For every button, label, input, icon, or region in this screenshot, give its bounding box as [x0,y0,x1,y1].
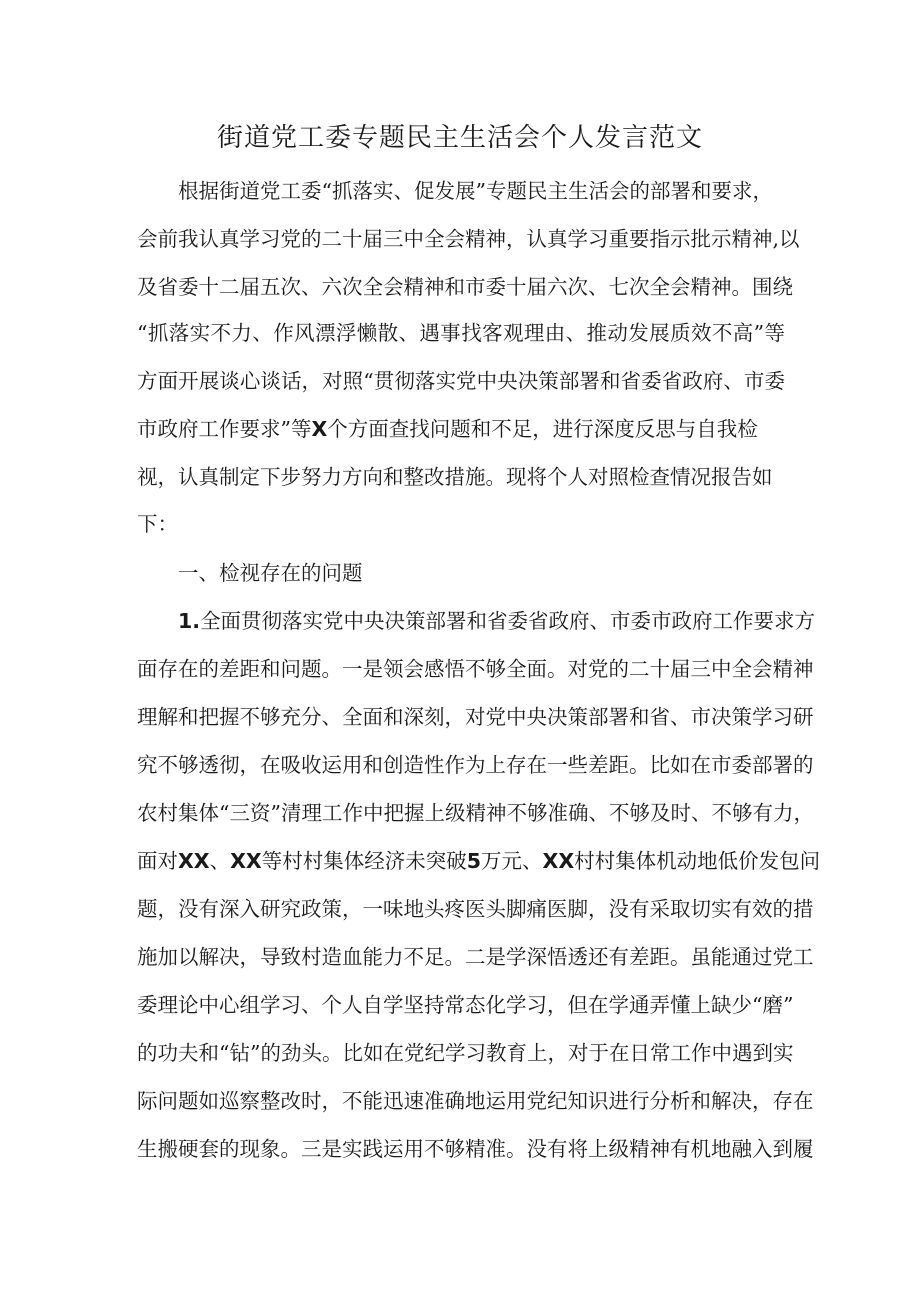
text-run: 个方面查找问题和不足，进行深度反思与自我检 [327,417,758,441]
placeholder-x: X [311,417,328,441]
paragraph-line [137,846,820,876]
paragraph-line: 究不够透彻，在吸收运用和创造性作为上存在一些差距。比如在市委部署的 [137,753,814,777]
text-run: 万元、 [481,849,543,873]
paragraph-line: 委理论中心组学习、个人自学坚持常态化学习，但在学通弄懂上缺少“磨” [137,993,794,1017]
text-run: 村村集体机动地低价发包问 [574,849,821,873]
placeholder-xx: XX [178,849,210,873]
text-run: 、 [209,849,231,873]
number-run: 5 [466,849,482,873]
paragraph-line: 面存在的差距和问题。一是领会感悟不够全面。对党的二十届三中全会精神 [137,657,814,681]
paragraph-line: 及省委十二届五次、六次全会精神和市委十届六次、七次全会精神。围绕 [137,275,793,299]
paragraph-line: 生搬硬套的现象。三是实践运用不够精准。没有将上级精神有机地融入到履 [137,1137,814,1161]
paragraph-line: 际问题如巡察整改时，不能迅速准确地运用党纪知识进行分析和解决，存在 [137,1089,814,1113]
paragraph-line: “抓落实不力、作风漂浮懒散、遇事找客观理由、推动发展质效不高”等 [137,321,785,345]
text-run: 等村村集体经济未突破 [261,849,467,873]
paragraph-line: 会前我认真学习党的二十届三中全会精神，认真学习重要指示批示精神,以 [137,227,800,251]
placeholder-xx: XX [230,849,262,873]
document-title: 街道党工委专题民主生活会个人发言范文 [216,123,703,153]
paragraph-line: 施加以解决，导致村造血能力不足。二是学深悟透还有差距。虽能通过党工 [137,945,814,969]
section-heading: 一、检视存在的问题 [178,561,363,585]
paragraph-line [137,414,758,444]
paragraph-line: 的功夫和“钻”的劲头。比如在党纪学习教育上，对于在日常工作中遇到实 [137,1041,794,1065]
paragraph-line: 根据街道党工委“抓落实、促发展”专题民主生活会的部署和要求， [178,179,773,203]
paragraph-line: 题，没有深入研究政策，一味地头疼医头脚痛医脚，没有采取切实有效的措 [137,897,814,921]
paragraph-line: 视，认真制定下步努力方向和整改措施。现将个人对照检查情况报告如 [137,465,773,489]
text-run: 面对 [137,849,178,873]
paragraph-line: 下： [137,512,178,536]
item-number: 1. [178,609,201,633]
placeholder-xx: XX [542,849,575,873]
text-run: 市政府工作要求”等 [137,417,312,441]
text-run: 全面贯彻落实党中央决策部署和省委省政府、市委市政府工作要求方 [200,609,816,633]
paragraph-line: 方面开展谈心谈话，对照“贯彻落实党中央决策部署和省委省政府、市委 [137,369,785,393]
paragraph-line: 农村集体“三资”清理工作中把握上级精神不够准确、不够及时、不够有力， [137,801,814,825]
paragraph-line [178,606,816,636]
paragraph-line: 理解和把握不够充分、全面和深刻，对党中央决策部署和省、市决策学习研 [137,705,814,729]
